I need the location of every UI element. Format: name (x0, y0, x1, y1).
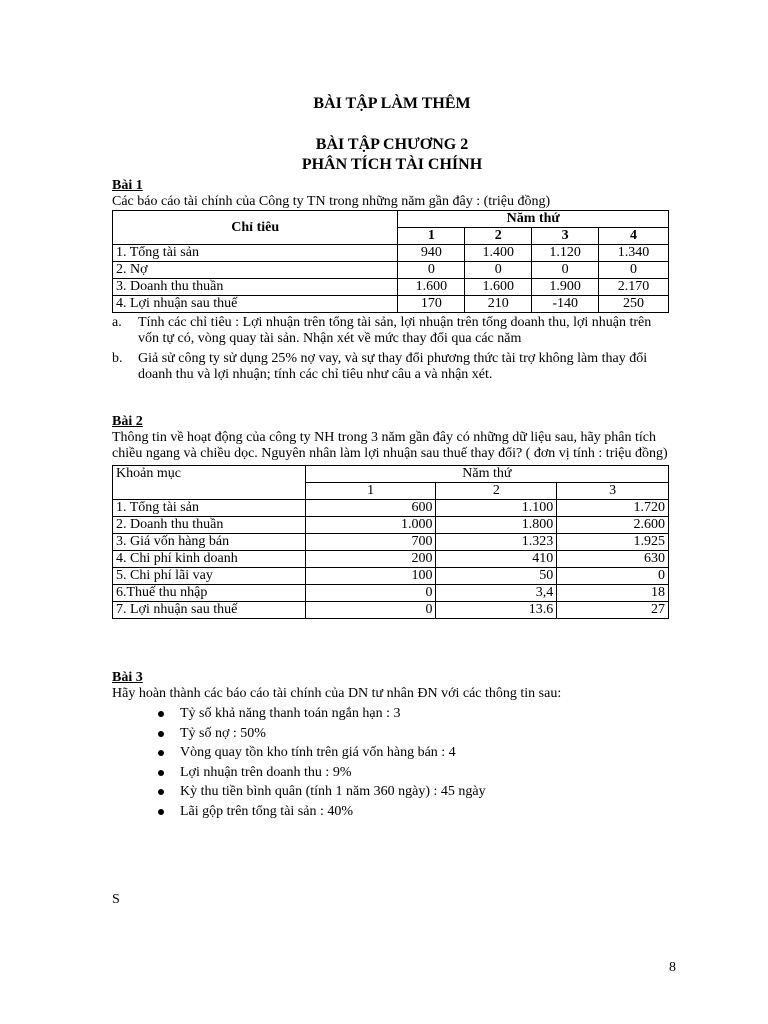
exercise-2-heading: Bài 2 (112, 414, 143, 429)
cell-value: 13.6 (436, 602, 557, 619)
bullet-icon (158, 750, 164, 756)
row-label: 5. Chi phí lãi vay (113, 568, 306, 585)
item-text: Giả sử công ty sử dụng 25% nợ vay, và sự thay đổi phương thức tài trợ không làm thay đổi doanh thu và lợi nhuận; tính các chỉ tiêu như câu a và nhận xét. (138, 351, 648, 382)
year-header: 2 (465, 228, 532, 245)
page-number: 8 (669, 960, 676, 975)
exercise-2-table (112, 465, 669, 619)
col-header-years: Năm thứ (305, 466, 668, 483)
cell-value: 100 (305, 568, 436, 585)
table-row (113, 534, 669, 551)
exercise-3 (112, 670, 672, 821)
item-text: Tỷ số khả năng thanh toán ngắn hạn : 3 (180, 706, 401, 721)
exercise-2-intro: Thông tin về hoạt động của công ty NH trong 3 năm gần đây có những dữ liệu sau, hãy phân tích chiều ngang và chiều dọc. Nguyên nhân làm lợi nhuận sau thuế thay đổi? ( đơn vị tính : triệu đồng) (112, 430, 668, 461)
col-header-years: Năm thứ (398, 211, 669, 228)
cell-value: 200 (305, 551, 436, 568)
cell-value: 1.340 (599, 245, 669, 262)
item-marker: b. (112, 351, 123, 366)
row-label: 1. Tổng tài sản (113, 500, 306, 517)
main-title: BÀI TẬP LÀM THÊM (313, 95, 471, 112)
year-header: 4 (599, 228, 669, 245)
col-header-indicator: Chỉ tiêu (113, 211, 398, 245)
list-item (112, 704, 672, 724)
exercise-1-questions (112, 315, 672, 383)
cell-value: 1.100 (436, 500, 557, 517)
table-row (113, 262, 669, 279)
bullet-icon (158, 789, 164, 795)
cell-value: 1.600 (465, 279, 532, 296)
cell-value: 0 (465, 262, 532, 279)
item-text: Vòng quay tồn kho tính trên giá vốn hàng bán : 4 (180, 745, 456, 760)
cell-value: 0 (398, 262, 465, 279)
list-item (112, 743, 672, 763)
exercise-3-intro: Hãy hoàn thành các báo cáo tài chính của DN tư nhân ĐN với các thông tin sau: (112, 686, 562, 701)
table-row (113, 279, 669, 296)
cell-value: 700 (305, 534, 436, 551)
cell-value: 170 (398, 296, 465, 313)
year-header: 3 (557, 483, 669, 500)
cell-value: 210 (465, 296, 532, 313)
cell-value: 2.600 (557, 517, 669, 534)
item-text: Tính các chỉ tiêu : Lợi nhuận trên tổng tài sản, lợi nhuận trên tổng doanh thu, lợi nhuận trên vốn tự có, vòng quay tài sản. Nhận xét về mức thay đổi qua các năm (138, 315, 652, 346)
item-text: Lãi gộp trên tổng tài sản : 40% (180, 803, 354, 819)
item-text: Tỷ số nợ : 50% (180, 725, 266, 741)
cell-value: 600 (305, 500, 436, 517)
item-text: Lợi nhuận trên doanh thu : 9% (180, 764, 352, 780)
cell-value: 1.600 (398, 279, 465, 296)
cell-value: 2.170 (599, 279, 669, 296)
item-text: Kỳ thu tiền bình quân (tính 1 năm 360 ngày) : 45 ngày (180, 784, 486, 799)
cell-value: 410 (436, 551, 557, 568)
list-item (112, 763, 672, 783)
chapter-title: BÀI TẬP CHƯƠNG 2 (315, 136, 469, 153)
year-header: 2 (436, 483, 557, 500)
table-row (113, 551, 669, 568)
row-label: 4. Chi phí kinh doanh (113, 551, 306, 568)
row-label: 3. Doanh thu thuần (113, 279, 398, 296)
year-header: 1 (305, 483, 436, 500)
row-label: 1. Tổng tài sản (113, 245, 398, 262)
topic-title: PHÂN TÍCH TÀI CHÍNH (301, 156, 483, 173)
cell-value: 0 (532, 262, 599, 279)
table-row (113, 602, 669, 619)
list-item (112, 802, 672, 822)
cell-value: 1.900 (532, 279, 599, 296)
cell-value: 0 (557, 568, 669, 585)
list-item (112, 724, 672, 744)
bullet-icon (158, 770, 164, 776)
cell-value: 1.800 (436, 517, 557, 534)
row-label: 6.Thuế thu nhập (113, 585, 306, 602)
row-label: 2. Nợ (113, 262, 398, 279)
cell-value: 1.120 (532, 245, 599, 262)
row-label: 4. Lợi nhuận sau thuế (113, 296, 398, 313)
exercise-1-intro: Các báo cáo tài chính của Công ty TN trong những năm gần đây : (triệu đồng) (112, 194, 551, 209)
table-row (113, 500, 669, 517)
cell-value: 1.720 (557, 500, 669, 517)
table-row (113, 585, 669, 602)
table-row (113, 568, 669, 585)
stray-character: S (112, 892, 120, 907)
list-item (112, 782, 672, 802)
exercise-2 (112, 414, 672, 619)
cell-value: 1.000 (305, 517, 436, 534)
exercise-3-conditions (112, 704, 672, 821)
cell-value: 630 (557, 551, 669, 568)
cell-value: 1.400 (465, 245, 532, 262)
cell-value: 50 (436, 568, 557, 585)
row-label: 3. Giá vốn hàng bán (113, 534, 306, 551)
list-item (112, 315, 672, 347)
col-header-item: Khoản mục (113, 466, 306, 500)
exercise-1-table (112, 210, 669, 313)
cell-value: 1.925 (557, 534, 669, 551)
exercise-1-heading: Bài 1 (112, 178, 143, 193)
year-header: 3 (532, 228, 599, 245)
exercise-3-heading: Bài 3 (112, 670, 143, 685)
table-row (113, 245, 669, 262)
cell-value: 27 (557, 602, 669, 619)
bullet-icon (158, 809, 164, 815)
cell-value: 3,4 (436, 585, 557, 602)
cell-value: 18 (557, 585, 669, 602)
item-marker: a. (112, 315, 122, 330)
cell-value: 0 (305, 602, 436, 619)
table-row (113, 517, 669, 534)
cell-value: 940 (398, 245, 465, 262)
cell-value: -140 (532, 296, 599, 313)
cell-value: 1.323 (436, 534, 557, 551)
bullet-icon (158, 731, 164, 737)
exercise-1 (112, 178, 672, 383)
list-item (112, 351, 672, 383)
cell-value: 0 (305, 585, 436, 602)
table-row (113, 296, 669, 313)
cell-value: 250 (599, 296, 669, 313)
bullet-icon (158, 711, 164, 717)
year-header: 1 (398, 228, 465, 245)
row-label: 2. Doanh thu thuần (113, 517, 306, 534)
row-label: 7. Lợi nhuận sau thuế (113, 602, 306, 619)
cell-value: 0 (599, 262, 669, 279)
